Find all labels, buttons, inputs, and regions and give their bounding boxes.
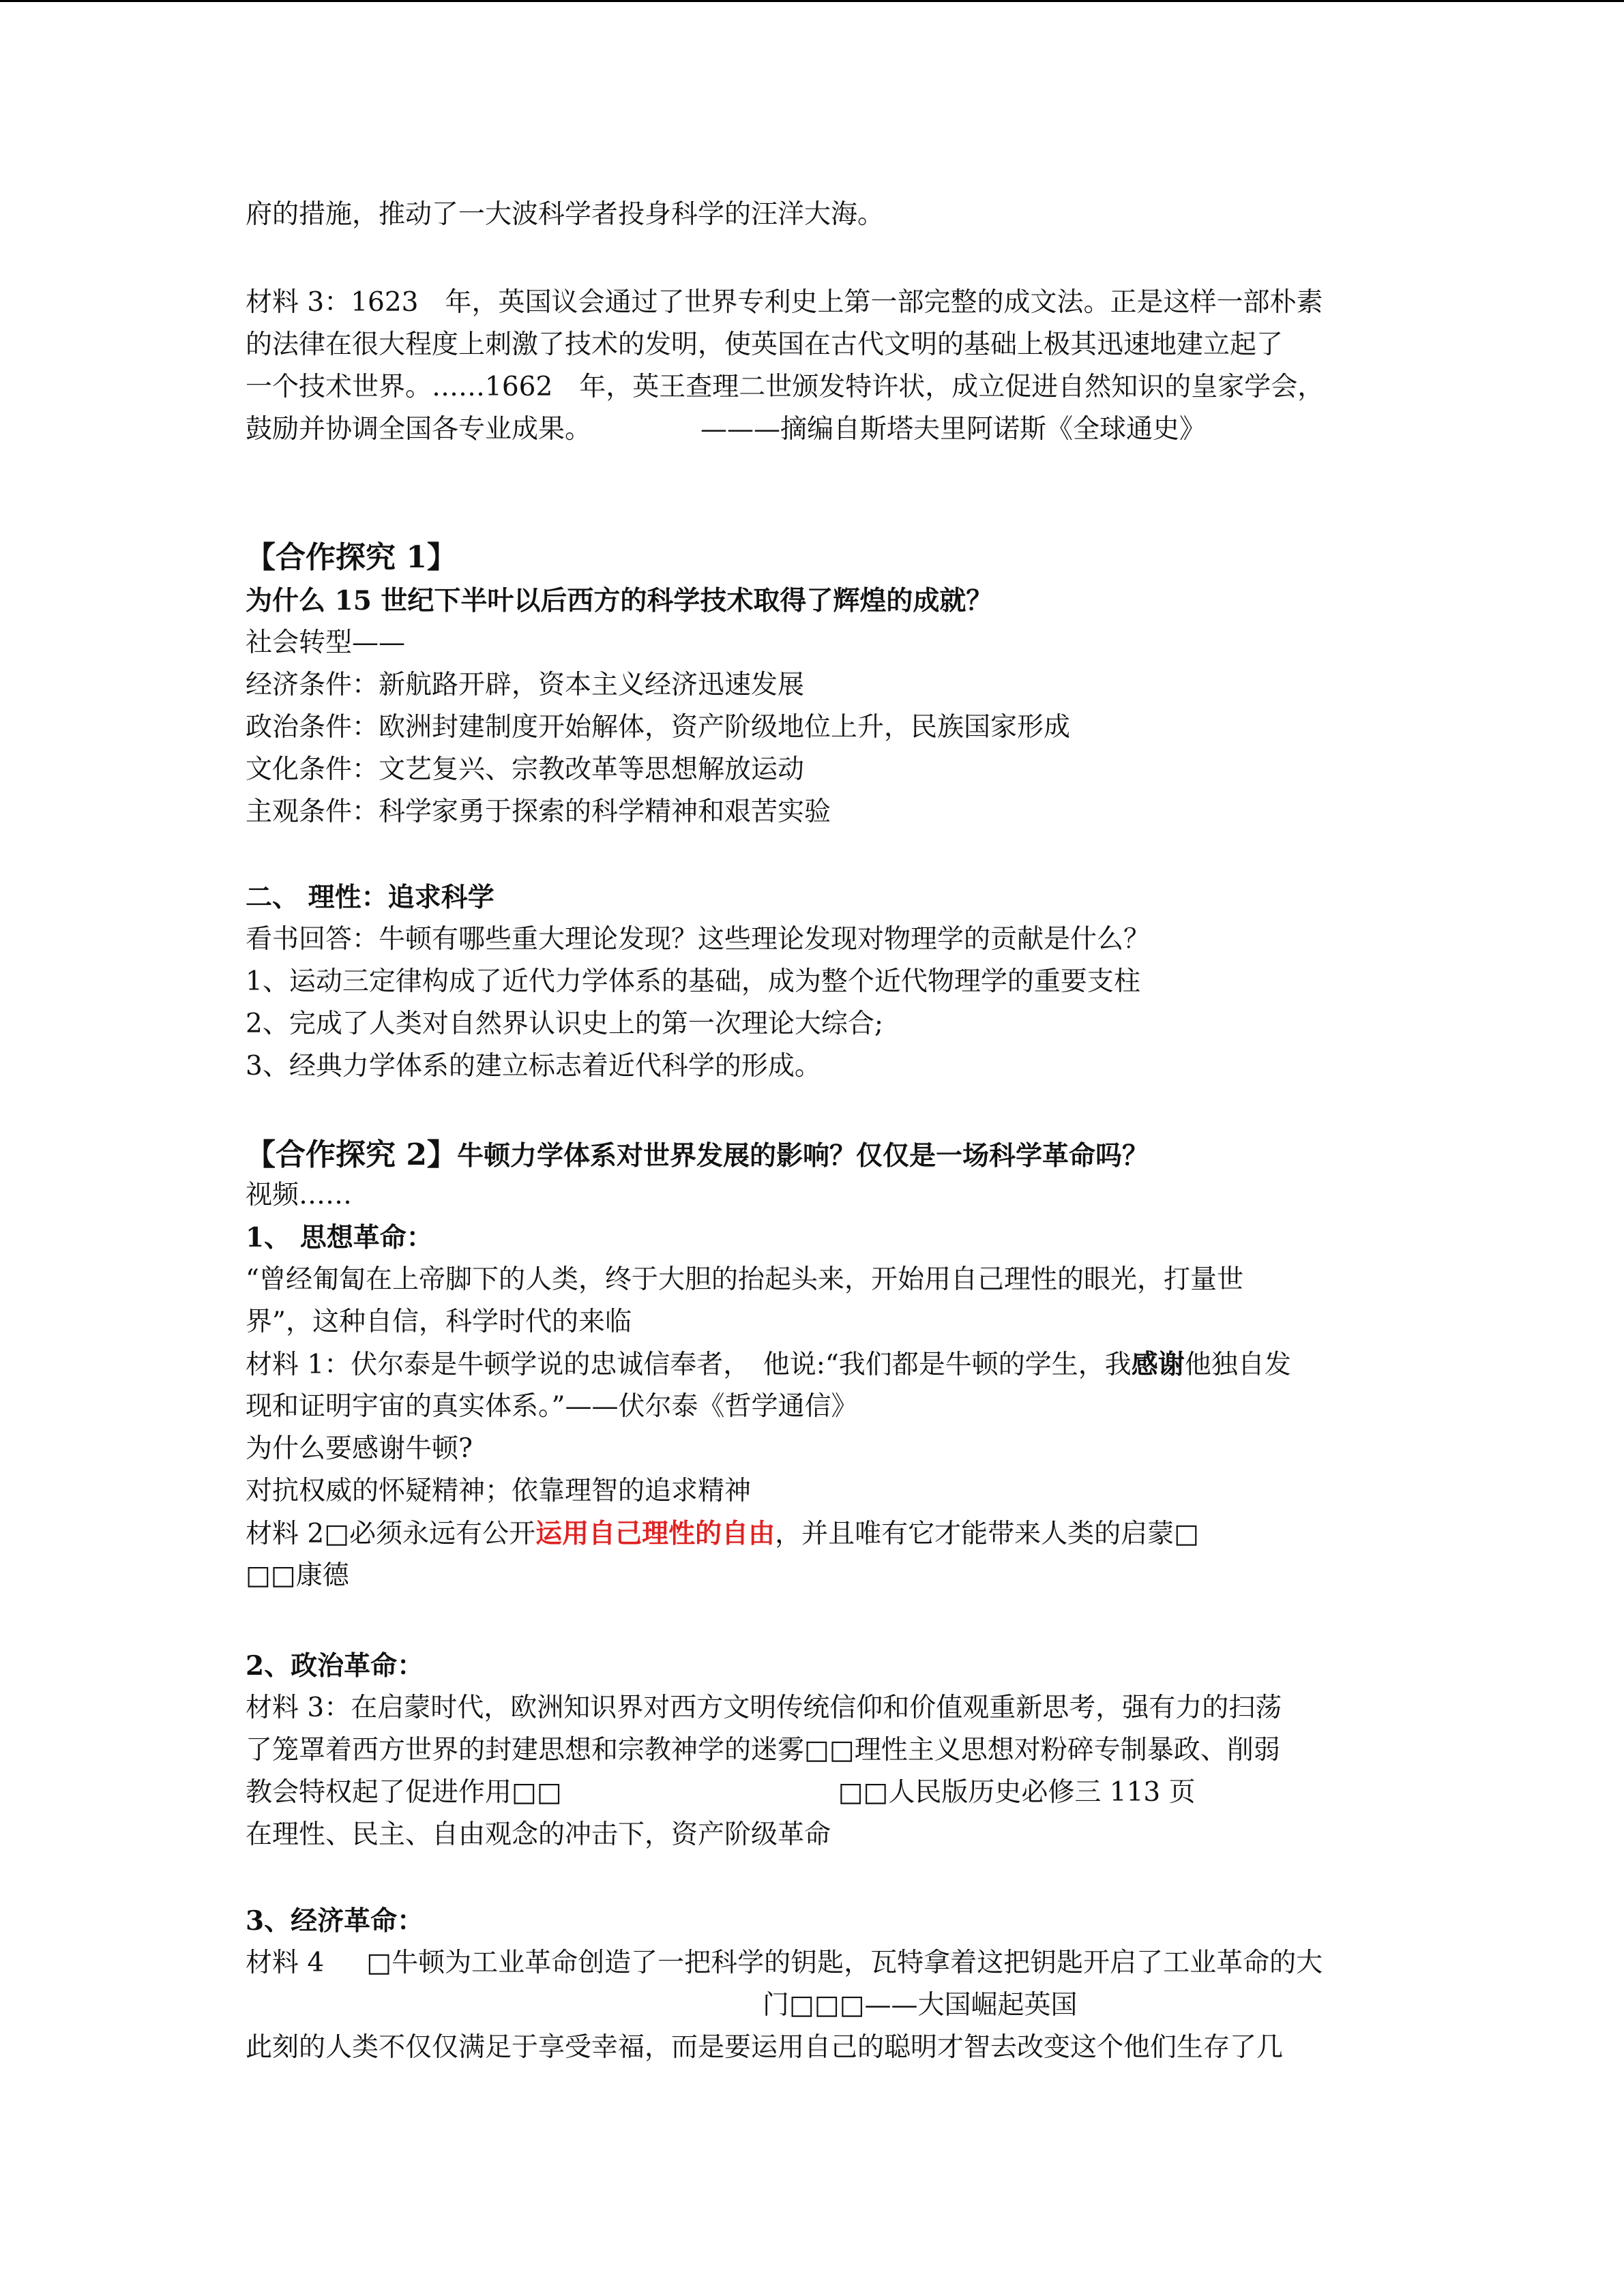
source-citation: □□人民版历史必修三 113 页 [838,1777,1196,1808]
question-heading: 为什么 15 世纪下半叶以后西方的科学技术取得了辉煌的成就？ [246,585,993,616]
paragraph-line: 对抗权威的怀疑精神；依靠理智的追求精神 [246,1476,752,1506]
material-4-text: □牛顿为工业革命创造了一把科学的钥匙，瓦特拿着这把钥匙开启了工业革命的大 [366,1948,1323,1978]
paragraph-line: 看书回答：牛顿有哪些重大理论发现？这些理论发现对物理学的贡献是什么？ [246,924,1151,955]
subheading-thought-revolution: 1、 思想革命： [246,1222,433,1253]
material-3-line-2: 的法律在很大程度上刺激了技术的发明，使英国在古代文明的基础上极其迅速地建立起了 [246,329,1284,360]
paragraph-line: 府的措施，推动了一大波科学者投身科学的汪洋大海。 [246,199,885,230]
paragraph-line: 在理性、民主、自由观念的冲击下，资产阶级革命 [246,1819,831,1850]
inquiry-2-label: 【合作探究 2】 [246,1137,457,1172]
quote-line: 界”，这种自信，科学时代的来临 [246,1307,632,1337]
quote-line: “曾经匍匐在上帝脚下的人类，终于大胆的抬起头来，开始用自己理性的眼光，打量世 [246,1264,1243,1295]
subheading-economic-revolution: 3、经济革命： [246,1905,424,1937]
material-3-line: 了笼罩着西方世界的封建思想和宗教神学的迷雾□□理性主义思想对粉碎专制暴政、削弱 [246,1735,1280,1765]
paragraph-line: 视频…… [246,1180,353,1210]
material-2-line: □□康德 [246,1560,349,1591]
subheading-political-revolution: 2、政治革命： [246,1650,424,1682]
list-item: 社会转型—— [246,627,406,658]
material-3-line [246,1777,1405,1808]
material-3-line: 材料 3：在启蒙时代，欧洲知识界对西方文明传统信仰和价值观重新思考，强有力的扫荡 [246,1693,1282,1723]
material-3-text: 鼓励并协调全国各专业成果。 [246,414,592,445]
material-3-line-4 [246,414,1405,445]
material-4-line [246,1948,1405,1979]
list-item: 1、运动三定律构成了近代力学体系的基础，成为整个近代物理学的重要支柱 [246,966,1140,997]
list-item: 3、经典力学体系的建立标志着近代科学的形成。 [246,1051,821,1082]
material-4-label: 材料 4 [246,1948,325,1978]
list-item: 主观条件：科学家勇于探索的科学精神和艰苦实验 [246,796,831,827]
page-top-border [0,0,1624,2]
paragraph-line: 此刻的人类不仅仅满足于享受幸福，而是要运用自己的聪明才智去改变这个他们生存了几 [246,2032,1284,2063]
material-1-line [246,1349,1405,1381]
inquiry-2-question: 牛顿力学体系对世界发展的影响？仅仅是一场科学革命吗？ [456,1140,1149,1172]
section-heading-inquiry-2 [246,1137,1405,1173]
material-2-text: 材料 2□必须永远有公开 [246,1519,536,1549]
list-item: 经济条件：新航路开辟，资本主义经济迅速发展 [246,670,805,700]
material-1-text: 他独自发 [1184,1350,1291,1380]
material-3-line-3: 一个技术世界。……1662 年，英王查理二世颁发特许状，成立促进自然知识的皇家学会， [246,372,1325,402]
highlighted-phrase: 运用自己理性的自由 [535,1518,776,1549]
source-citation: ———摘编自斯塔夫里阿诺斯《全球通史》 [700,414,1207,445]
material-2-text: ，并且唯有它才能带来人类的启蒙□ [775,1519,1199,1549]
bold-word: 感谢 [1131,1349,1185,1380]
material-3-text: 教会特权起了促进作用□□ [246,1777,562,1808]
source-citation: 门□□□——大国崛起英国 [763,1990,1078,2021]
list-item: 2、完成了人类对自然界认识史上的第一次理论大综合; [246,1009,883,1039]
material-3-line-1: 材料 3：1623 年，英国议会通过了世界专利史上第一部完整的成文法。正是这样一部朴素 [246,287,1323,318]
list-item: 文化条件：文艺复兴、宗教改革等思想解放运动 [246,754,805,785]
material-1-text: 材料 1：伏尔泰是牛顿学说的忠诚信奉者， 他说:“我们都是牛顿的学生，我 [246,1350,1132,1380]
list-item: 政治条件：欧洲封建制度开始解体，资产阶级地位上升，民族国家形成 [246,712,1071,743]
material-1-line: 现和证明宇宙的真实体系。”——伏尔泰《哲学通信》 [246,1391,858,1422]
section-heading-inquiry-1: 【合作探究 1】 [246,540,457,575]
section-heading-reason: 二、 理性：追求科学 [246,882,494,913]
material-2-line [246,1518,1405,1550]
paragraph-line: 为什么要感谢牛顿? [246,1433,473,1464]
